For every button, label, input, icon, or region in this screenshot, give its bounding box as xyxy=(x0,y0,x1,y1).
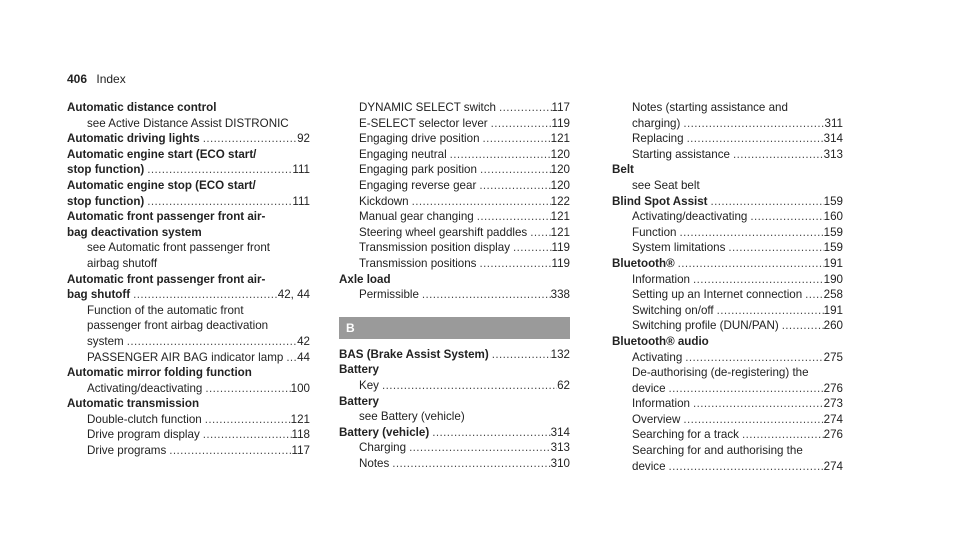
dot-leader xyxy=(130,287,278,303)
dot-leader xyxy=(429,425,550,441)
page-reference: 132 xyxy=(550,347,570,361)
index-subentry-line xyxy=(339,256,570,272)
index-entry xyxy=(612,256,843,334)
index-term: Activating xyxy=(632,350,683,364)
index-subentry-line xyxy=(612,225,843,241)
index-term: Function of the automatic front xyxy=(87,303,244,317)
page-reference: 338 xyxy=(550,288,570,302)
dot-leader xyxy=(802,287,823,303)
index-term: PASSENGER AIR BAG indicator lamp xyxy=(87,350,284,364)
index-term: Engaging neutral xyxy=(359,147,447,161)
page-reference: 118 xyxy=(291,428,310,442)
dot-leader xyxy=(474,209,551,225)
page-reference: 313 xyxy=(823,147,843,161)
index-heading-line xyxy=(67,178,310,194)
dot-leader xyxy=(124,334,297,350)
index-term: Function xyxy=(632,225,677,239)
page-reference: 314 xyxy=(823,132,843,146)
page-reference: 274 xyxy=(823,412,843,426)
page-reference: 42, 44 xyxy=(277,288,310,302)
page-reference: 121 xyxy=(550,210,570,224)
index-heading-line xyxy=(339,394,570,410)
dot-leader xyxy=(480,131,551,147)
index-term: Information xyxy=(632,272,690,286)
index-term: Drive programs xyxy=(87,444,167,458)
index-heading-line xyxy=(612,334,843,350)
index-term: Bluetooth® audio xyxy=(612,334,709,348)
dot-leader xyxy=(389,456,550,472)
index-term: System limitations xyxy=(632,241,726,255)
index-subentry-line xyxy=(339,100,570,116)
page-reference: 100 xyxy=(290,381,310,395)
index-subentry-line xyxy=(339,287,570,303)
dot-leader xyxy=(666,459,824,475)
page-reference: 258 xyxy=(823,288,843,302)
index-term: Drive program display xyxy=(87,428,200,442)
index-term: Kickdown xyxy=(359,194,409,208)
index-term: system xyxy=(87,334,124,348)
dot-leader xyxy=(510,240,552,256)
dot-leader xyxy=(488,116,552,132)
index-subentry-line xyxy=(339,162,570,178)
dot-leader xyxy=(447,147,551,163)
index-heading-line xyxy=(67,131,310,147)
index-term: Steering wheel gearshift paddles xyxy=(359,225,528,239)
dot-leader xyxy=(489,347,551,363)
index-column-1 xyxy=(67,100,310,459)
page-reference: 159 xyxy=(823,241,843,255)
page-reference: 119 xyxy=(551,256,570,270)
dot-leader xyxy=(202,381,290,397)
index-heading-line xyxy=(67,162,310,178)
index-subentry-line xyxy=(612,443,843,459)
index-heading-line xyxy=(67,147,310,163)
index-term: Automatic engine start (ECO start/ xyxy=(67,147,257,161)
index-entry xyxy=(339,362,570,393)
index-term: Activating/deactivating xyxy=(632,210,748,224)
dot-leader xyxy=(409,194,551,210)
index-column-3 xyxy=(612,100,843,474)
index-heading-line xyxy=(67,225,310,241)
index-entry xyxy=(612,334,843,474)
page-reference: 92 xyxy=(297,132,310,146)
page-reference: 62 xyxy=(557,378,570,392)
index-term: BAS (Brake Assist System) xyxy=(339,347,489,361)
page-header xyxy=(67,72,126,86)
dot-leader xyxy=(675,256,824,272)
index-entry xyxy=(339,394,570,425)
page-reference: 121 xyxy=(550,132,570,146)
index-term: Automatic driving lights xyxy=(67,132,200,146)
index-subentry-line xyxy=(339,225,570,241)
index-subentry-line xyxy=(67,116,310,132)
index-entry xyxy=(67,365,310,396)
index-term: De-authorising (de-registering) the xyxy=(632,366,809,380)
dot-leader xyxy=(283,350,297,366)
index-entry xyxy=(339,347,570,363)
dot-leader xyxy=(730,147,824,163)
page-reference: 190 xyxy=(823,272,843,286)
section-letter-header: B xyxy=(339,317,570,339)
index-subentry-line xyxy=(339,440,570,456)
index-heading-line xyxy=(612,194,843,210)
page-reference: 44 xyxy=(297,350,310,364)
dot-leader xyxy=(690,396,824,412)
dot-leader xyxy=(144,162,292,178)
index-term: Switching profile (DUN/PAN) xyxy=(632,319,779,333)
dot-leader xyxy=(527,225,550,241)
index-subentry-line xyxy=(612,209,843,225)
index-entry xyxy=(612,194,843,256)
index-term: Notes xyxy=(359,456,390,470)
index-term: Bluetooth® xyxy=(612,256,675,270)
dot-leader xyxy=(680,412,823,428)
index-term: Battery xyxy=(339,394,379,408)
index-term: Switching on/off xyxy=(632,303,714,317)
dot-leader xyxy=(676,225,823,241)
index-subentry-line xyxy=(612,396,843,412)
index-term: bag deactivation system xyxy=(67,225,202,239)
index-subentry-line xyxy=(612,100,843,116)
index-term: Charging xyxy=(359,441,407,455)
page-reference: 117 xyxy=(291,444,310,458)
index-term: device xyxy=(632,459,666,473)
index-term: Transmission positions xyxy=(359,256,477,270)
page-reference: 160 xyxy=(823,210,843,224)
dot-leader xyxy=(477,162,551,178)
dot-leader xyxy=(200,131,297,147)
index-subentry-line xyxy=(67,256,310,272)
page-reference: 276 xyxy=(823,428,843,442)
page-reference: 191 xyxy=(823,303,843,317)
dot-leader xyxy=(779,318,824,334)
index-term: see Battery (vehicle) xyxy=(359,410,465,424)
index-column-2 xyxy=(339,100,570,471)
dot-leader xyxy=(476,256,551,272)
index-subentry-line xyxy=(612,240,843,256)
index-subentry-line xyxy=(67,381,310,397)
index-heading-line xyxy=(612,256,843,272)
page-title: Index xyxy=(96,72,126,86)
index-subentry-line xyxy=(339,147,570,163)
dot-leader xyxy=(144,194,292,210)
index-entry xyxy=(67,178,310,209)
page-reference: 121 xyxy=(550,225,570,239)
index-term: Replacing xyxy=(632,132,684,146)
index-term: stop function) xyxy=(67,194,145,208)
index-term: see Seat belt xyxy=(632,178,700,192)
page-reference: 117 xyxy=(551,101,570,114)
index-term: Automatic transmission xyxy=(67,397,200,411)
index-heading-line xyxy=(67,100,310,116)
index-term: airbag shutoff xyxy=(87,256,158,270)
dot-leader xyxy=(666,381,824,397)
index-heading-line xyxy=(339,425,570,441)
page-reference: 310 xyxy=(550,456,570,470)
index-term: device xyxy=(632,381,666,395)
index-term: passenger front airbag deactivation xyxy=(87,319,269,333)
index-entry xyxy=(67,131,310,147)
index-subentry-line xyxy=(612,272,843,288)
index-heading-line xyxy=(67,396,310,412)
dot-leader xyxy=(202,412,291,428)
index-entry xyxy=(67,147,310,178)
index-term: Double-clutch function xyxy=(87,412,202,426)
dot-leader xyxy=(200,427,292,443)
index-entry xyxy=(339,425,570,472)
index-subentry-line xyxy=(612,303,843,319)
index-term: Activating/deactivating xyxy=(87,381,203,395)
index-heading-line xyxy=(339,272,570,288)
index-subentry-line xyxy=(339,116,570,132)
index-term: E-SELECT selector lever xyxy=(359,116,488,130)
dot-leader xyxy=(747,209,823,225)
index-subentry-line xyxy=(612,178,843,194)
page-reference: 275 xyxy=(823,350,843,364)
index-subentry-line xyxy=(67,412,310,428)
index-subentry-line xyxy=(339,178,570,194)
index-subentry-line xyxy=(339,456,570,472)
index-term: Engaging drive position xyxy=(359,132,480,146)
index-heading-line xyxy=(67,272,310,288)
index-subentry-line xyxy=(339,194,570,210)
index-entry xyxy=(67,272,310,366)
index-entry xyxy=(67,100,310,131)
dot-leader xyxy=(708,194,824,210)
index-term: Automatic front passenger front air- xyxy=(67,210,266,224)
page-reference: 273 xyxy=(823,397,843,411)
index-heading-line xyxy=(339,347,570,363)
index-subentry-line xyxy=(612,350,843,366)
index-entry xyxy=(612,100,843,162)
index-subentry-line xyxy=(612,116,843,132)
index-heading-line xyxy=(67,194,310,210)
page-reference: 274 xyxy=(823,459,843,473)
index-subentry-line xyxy=(339,209,570,225)
dot-leader xyxy=(739,427,824,443)
index-term: bag shutoff xyxy=(67,288,131,302)
index-subentry-line xyxy=(612,427,843,443)
index-term: see Automatic front passenger front xyxy=(87,241,271,255)
page-reference: 314 xyxy=(550,425,570,439)
index-heading-line xyxy=(67,209,310,225)
index-term: Battery xyxy=(339,363,379,377)
index-term: Automatic distance control xyxy=(67,101,217,114)
index-subentry-line xyxy=(67,427,310,443)
index-subentry-line xyxy=(67,334,310,350)
index-term: Information xyxy=(632,397,690,411)
index-subentry-line xyxy=(612,381,843,397)
index-subentry-line xyxy=(67,240,310,256)
index-heading-line xyxy=(612,162,843,178)
index-term: Notes (starting assistance and xyxy=(632,101,788,114)
index-term: Manual gear changing xyxy=(359,210,474,224)
index-heading-line xyxy=(339,362,570,378)
page-reference: 120 xyxy=(550,163,570,177)
dot-leader xyxy=(496,100,552,116)
page-reference: 276 xyxy=(823,381,843,395)
index-entry xyxy=(339,100,570,272)
page-reference: 159 xyxy=(823,225,843,239)
page-reference: 119 xyxy=(551,241,570,255)
page-reference: 311 xyxy=(824,116,843,130)
dot-leader xyxy=(714,303,824,319)
index-term: Permissible xyxy=(359,288,419,302)
page-reference: 260 xyxy=(823,319,843,333)
index-subentry-line xyxy=(339,378,570,394)
index-entry xyxy=(612,162,843,193)
index-term: Searching for and authorising the xyxy=(632,444,803,458)
page-reference: 120 xyxy=(550,178,570,192)
page-reference: 111 xyxy=(292,194,310,208)
index-term: Engaging park position xyxy=(359,163,477,177)
dot-leader xyxy=(690,272,824,288)
page-reference: 159 xyxy=(823,194,843,208)
dot-leader xyxy=(406,440,551,456)
index-entry xyxy=(67,209,310,271)
page-reference: 191 xyxy=(823,256,843,270)
index-term: see Active Distance Assist DISTRONIC xyxy=(87,116,289,130)
index-subentry-line xyxy=(612,287,843,303)
dot-leader xyxy=(476,178,550,194)
index-entry xyxy=(67,396,310,458)
index-term: Automatic front passenger front air- xyxy=(67,272,266,286)
dot-leader xyxy=(682,350,823,366)
index-term: stop function) xyxy=(67,163,145,177)
page-reference: 121 xyxy=(290,412,310,426)
index-term: Setting up an Internet connection xyxy=(632,288,803,302)
dot-leader xyxy=(680,116,824,132)
index-subentry-line xyxy=(339,240,570,256)
page-reference: 120 xyxy=(550,147,570,161)
index-term: Transmission position display xyxy=(359,241,510,255)
index-term: Axle load xyxy=(339,272,391,286)
index-subentry-line xyxy=(612,131,843,147)
page-reference: 119 xyxy=(551,116,570,130)
index-subentry-line xyxy=(67,318,310,334)
index-subentry-line xyxy=(67,443,310,459)
page-number: 406 xyxy=(67,72,88,86)
index-term: Automatic engine stop (ECO start/ xyxy=(67,178,256,192)
index-subentry-line xyxy=(67,303,310,319)
index-term: Belt xyxy=(612,163,634,177)
dot-leader xyxy=(684,131,824,147)
index-term: charging) xyxy=(632,116,681,130)
index-subentry-line xyxy=(339,131,570,147)
dot-leader xyxy=(166,443,291,459)
index-subentry-line xyxy=(339,409,570,425)
index-heading-line xyxy=(67,287,310,303)
index-entry xyxy=(339,272,570,303)
index-heading-line xyxy=(67,365,310,381)
index-subentry-line xyxy=(612,459,843,475)
dot-leader xyxy=(419,287,551,303)
page-reference: 122 xyxy=(550,194,570,208)
index-term: DYNAMIC SELECT switch xyxy=(359,101,497,114)
index-term: Automatic mirror folding function xyxy=(67,366,252,380)
index-term: Battery (vehicle) xyxy=(339,425,430,439)
index-term: Starting assistance xyxy=(632,147,730,161)
index-term: Engaging reverse gear xyxy=(359,178,477,192)
index-term: Blind Spot Assist xyxy=(612,194,708,208)
index-subentry-line xyxy=(67,350,310,366)
index-term: Overview xyxy=(632,412,681,426)
index-term: Key xyxy=(359,378,379,392)
page-reference: 111 xyxy=(292,163,310,177)
page-reference: 42 xyxy=(297,334,310,348)
index-subentry-line xyxy=(612,365,843,381)
page-reference: 313 xyxy=(550,441,570,455)
dot-leader xyxy=(379,378,557,394)
index-term: Searching for a track xyxy=(632,428,739,442)
index-subentry-line xyxy=(612,412,843,428)
index-subentry-line xyxy=(612,147,843,163)
dot-leader xyxy=(725,240,823,256)
index-subentry-line xyxy=(612,318,843,334)
